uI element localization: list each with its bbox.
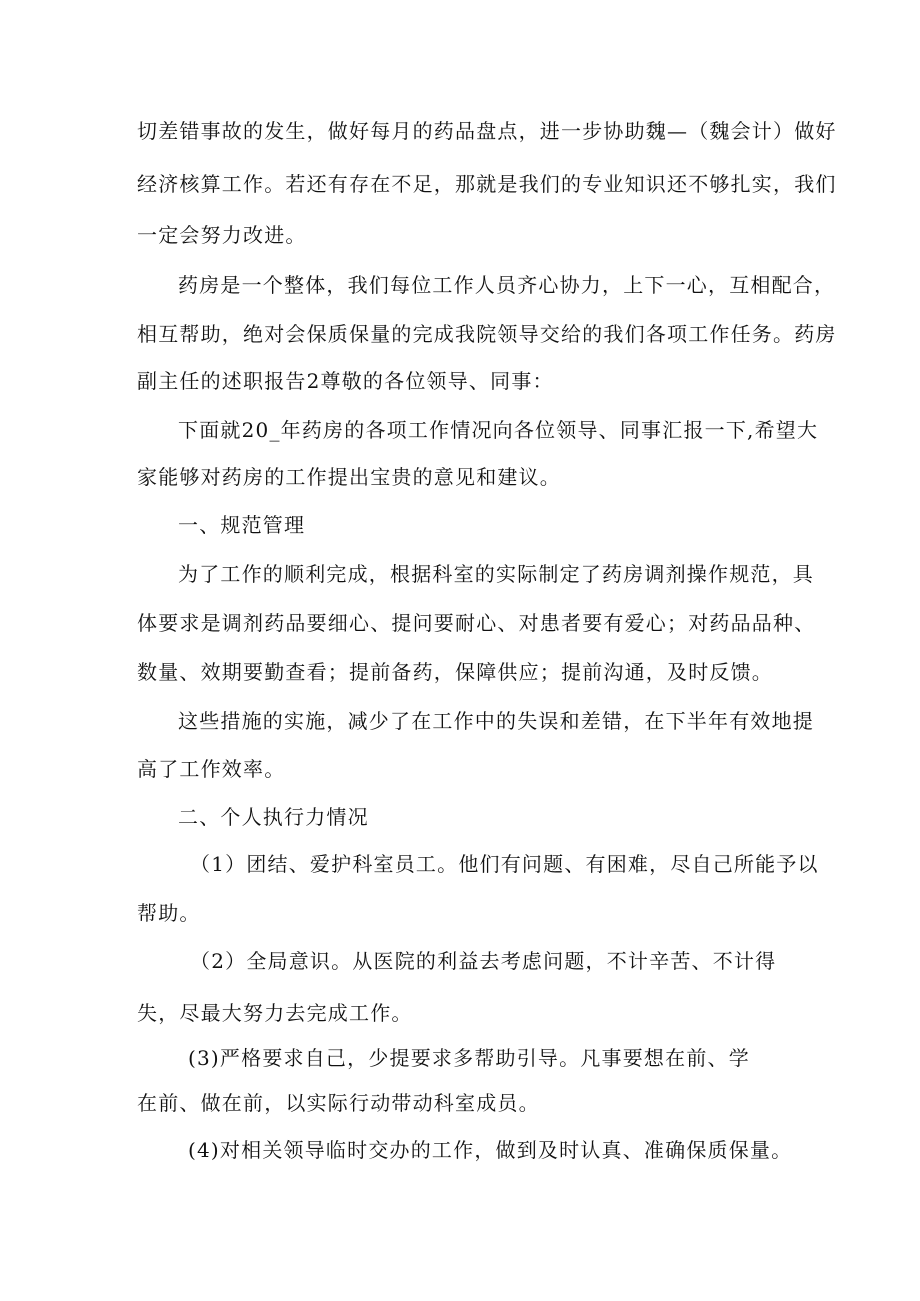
- text-line: 下面就20_年药房的各项工作情况向各位领导、同事汇报一下,希望大: [178, 418, 819, 442]
- text-line: 切差错事故的发生，做好每月的药品盘点，进一步协助魏—（魏会计）做好: [137, 119, 837, 143]
- text-line: 家能够对药房的工作提出宝贵的意见和建议。: [137, 465, 561, 489]
- text-line: 药房是一个整体，我们每位工作人员齐心协力，上下一心，互相配合，: [178, 273, 836, 297]
- text-line: 这些措施的实施，减少了在工作中的失误和差错，在下半年有效地提: [178, 709, 814, 733]
- text-line: 体要求是调剂药品要细心、提问要耐心、对患者要有爱心；对药品品种、: [137, 611, 816, 635]
- text-line: 副主任的述职报告2尊敬的各位领导、同事：: [137, 369, 554, 393]
- text-line: 在前、做在前，以实际行动带动科室成员。: [137, 1091, 540, 1115]
- section-heading: 二、个人执行力情况: [178, 805, 369, 829]
- text-line: 经济核算工作。若还有存在不足，那就是我们的专业知识还不够扎实，我们: [137, 172, 837, 196]
- text-line: 数量、效期要勤查看；提前备药，保障供应；提前沟通，及时反馈。: [137, 660, 773, 684]
- text-line: 高了工作效率。: [137, 757, 286, 781]
- text-line: 帮助。: [137, 901, 201, 925]
- text-line: 为了工作的顺利完成，根据科室的实际制定了药房调剂操作规范，具: [178, 562, 814, 586]
- text-line: 相互帮助，绝对会保质保量的完成我院领导交给的我们各项工作任务。药房: [137, 322, 837, 346]
- text-line: 失，尽最大努力去完成工作。: [137, 1001, 413, 1025]
- text-line: （1）团结、爱护科室员工。他们有问题、有困难，尽自己所能予以: [190, 852, 819, 876]
- text-line: （2）全局意识。从医院的利益去考虑问题，不计辛苦、不计得: [190, 949, 777, 973]
- text-line: (3)严格要求自己，少提要求多帮助引导。凡事要想在前、学: [188, 1046, 750, 1070]
- section-heading: 一、规范管理: [178, 513, 306, 537]
- text-line: 一定会努力改进。: [137, 223, 307, 247]
- text-line: (4)对相关领导临时交办的工作，做到及时认真、准确保质保量。: [188, 1138, 793, 1162]
